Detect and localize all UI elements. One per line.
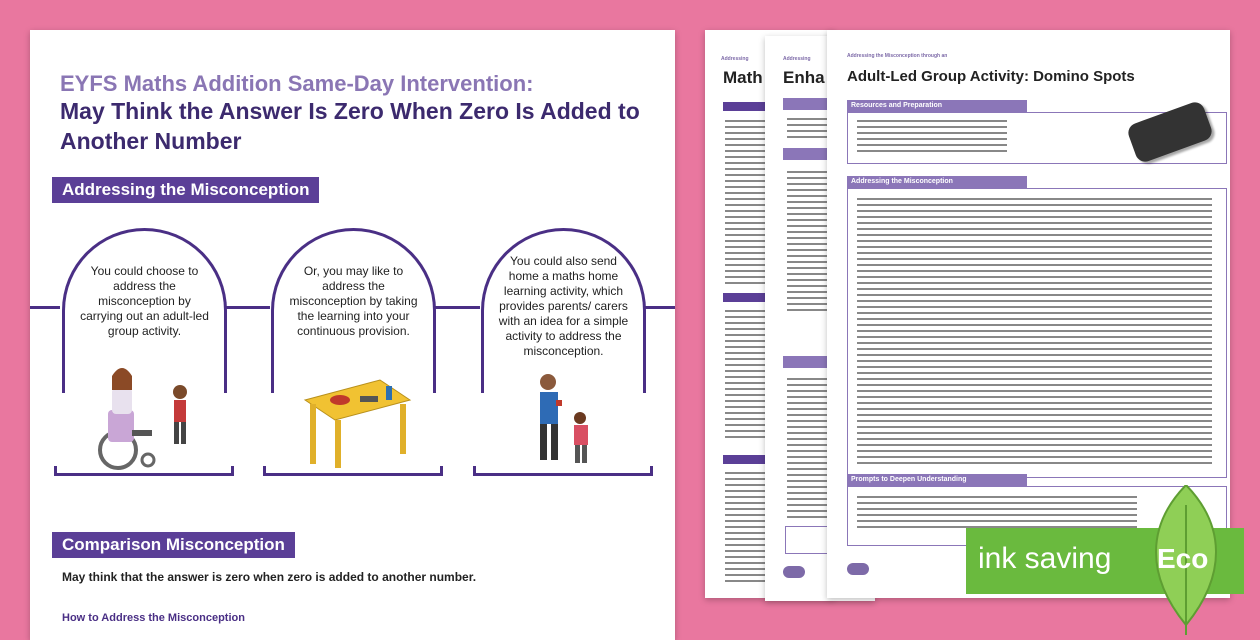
page-c-small-heading: Addressing the Misconception through an [847,53,948,59]
how-to-heading: How to Address the Misconception [62,612,245,624]
addressing-banner [30,177,319,203]
arch-text-3: You could also send home a maths home learning activity, which provides parents/ carers with an idea for a simple activity to address the misconception. [498,254,629,358]
comparison-banner-label: Comparison Misconception [62,535,285,554]
table-illustration [300,370,415,470]
addressing-banner-label: Addressing the Misconception [62,180,310,199]
page-b-title: Enha [783,68,825,87]
wheelchair-illustration [90,360,200,470]
ink-saving-label: ink saving [978,542,1112,575]
title-line-2: May Think the Answer Is Zero When Zero Is Added to Another Number [60,98,640,154]
comparison-banner [30,532,295,558]
arch-text-1: You could choose to address the misconception by carrying out an adult-led group activity. [80,264,209,338]
page-a-title: Math [723,68,763,87]
page-a-small-heading: Addressing [721,56,749,62]
arch-text-2: Or, you may like to address the misconception by taking the learning into your continuous provision. [289,264,418,338]
resources-heading: Resources and Preparation [847,100,1027,112]
addressing-heading: Addressing the Misconception [847,176,1027,188]
eco-word: Eco [1157,543,1209,574]
prompts-heading: Prompts to Deepen Understanding [847,474,1027,486]
back-page-b: Addressing Enha [765,36,875,601]
title-line-1: EYFS Maths Addition Same-Day Intervention: [60,71,534,96]
misconception-text: May think that the answer is zero when zero is added to another number. [62,570,477,584]
eco-leaf-icon [1145,485,1227,635]
page-c-title: Adult-Led Group Activity: Domino Spots [847,68,1135,85]
parent-child-illustration [518,370,613,470]
main-page [30,30,675,640]
